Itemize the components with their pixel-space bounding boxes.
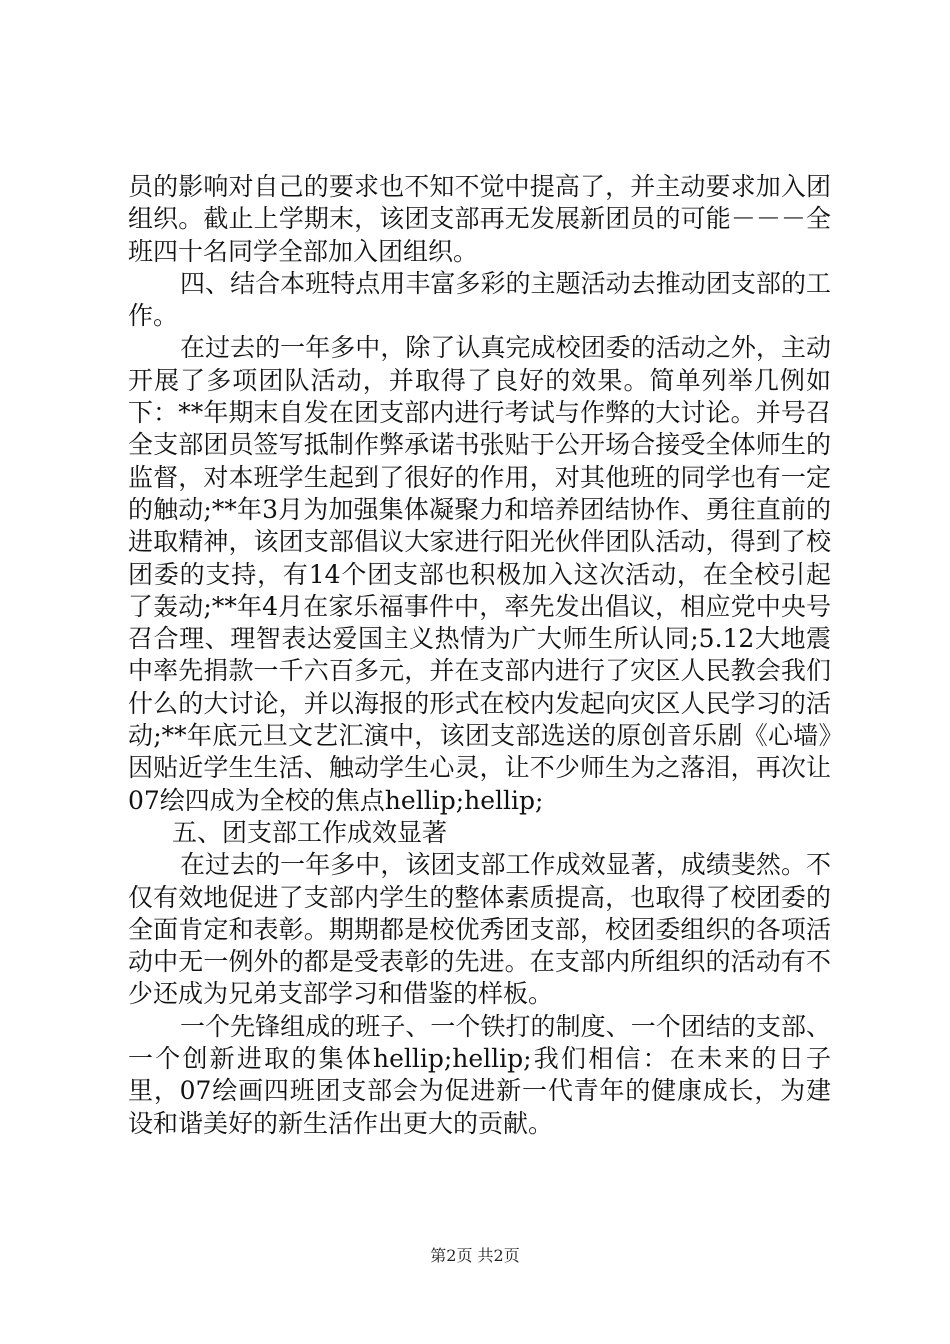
paragraph-continuation: 员的影响对自己的要求也不知不觉中提高了，并主动要求加入团组织。截止上学期末，该团支部再无发展新团员的可能－－－全班四十名同学全部加入团组织。 (128, 172, 831, 266)
paragraph-conclusion: 一个先锋组成的班子、一个铁打的制度、一个团结的支部、一个创新进取的集体hellip;hellip;我们相信：在未来的日子里，07绘画四班团支部会为促进新一代青年的健康成长，为建设和谐美好的新生活作出更大的贡献。 (128, 1011, 831, 1138)
paragraph-activities: 在过去的一年多中，除了认真完成校团委的活动之外，主动开展了多项团队活动，并取得了良好的效果。简单列举几例如下：**年期末自发在团支部内进行考试与作弊的大讨论。并号召全支部团员签写抵制作弊承诺书张贴于公开场合接受全体师生的监督，对本班学生起到了很好的作用，对其他班的同学也有一定的触动;**年3月为加强集体凝聚力和培养团结协作、勇往直前的进取精神，该团支部倡议大家进行阳光伙伴团队活动，得到了校团委的支持，有14个团支部也积极加入这次活动，在全校引起了轰动;**年4月在家乐福事件中，率先发出倡议，相应党中央号召合理、理智表达爱国主义热情为广大师生所认同;5.12大地震中率先捐款一千六百多元，并在支部内进行了灾区人民教会我们什么的大讨论，并以海报的形式在校内发起向灾区人民学习的活动;**年底元旦文艺汇演中，该团支部选送的原创音乐剧《心墙》因贴近学生生活、触动学生心灵，让不少师生为之落泪，再次让07绘四成为全校的焦点hellip;hellip; (128, 333, 831, 815)
document-body (128, 171, 831, 1140)
section-heading-five: 五、团支部工作成效显著 (172, 817, 448, 847)
paragraph-results: 在过去的一年多中，该团支部工作成效显著，成绩斐然。不仅有效地促进了支部内学生的整体素质提高，也取得了校团委的全面肯定和表彰。期期都是校优秀团支部，校团委组织的各项活动中无一例外的都是受表彰的先进。在支部内所组织的活动有不少还成为兄弟支部学习和借鉴的样板。 (128, 850, 831, 1009)
page-footer: 第2页 共2页 (430, 1246, 520, 1265)
section-heading-four: 四、结合本班特点用丰富多彩的主题活动去推动团支部的工作。 (128, 268, 831, 331)
